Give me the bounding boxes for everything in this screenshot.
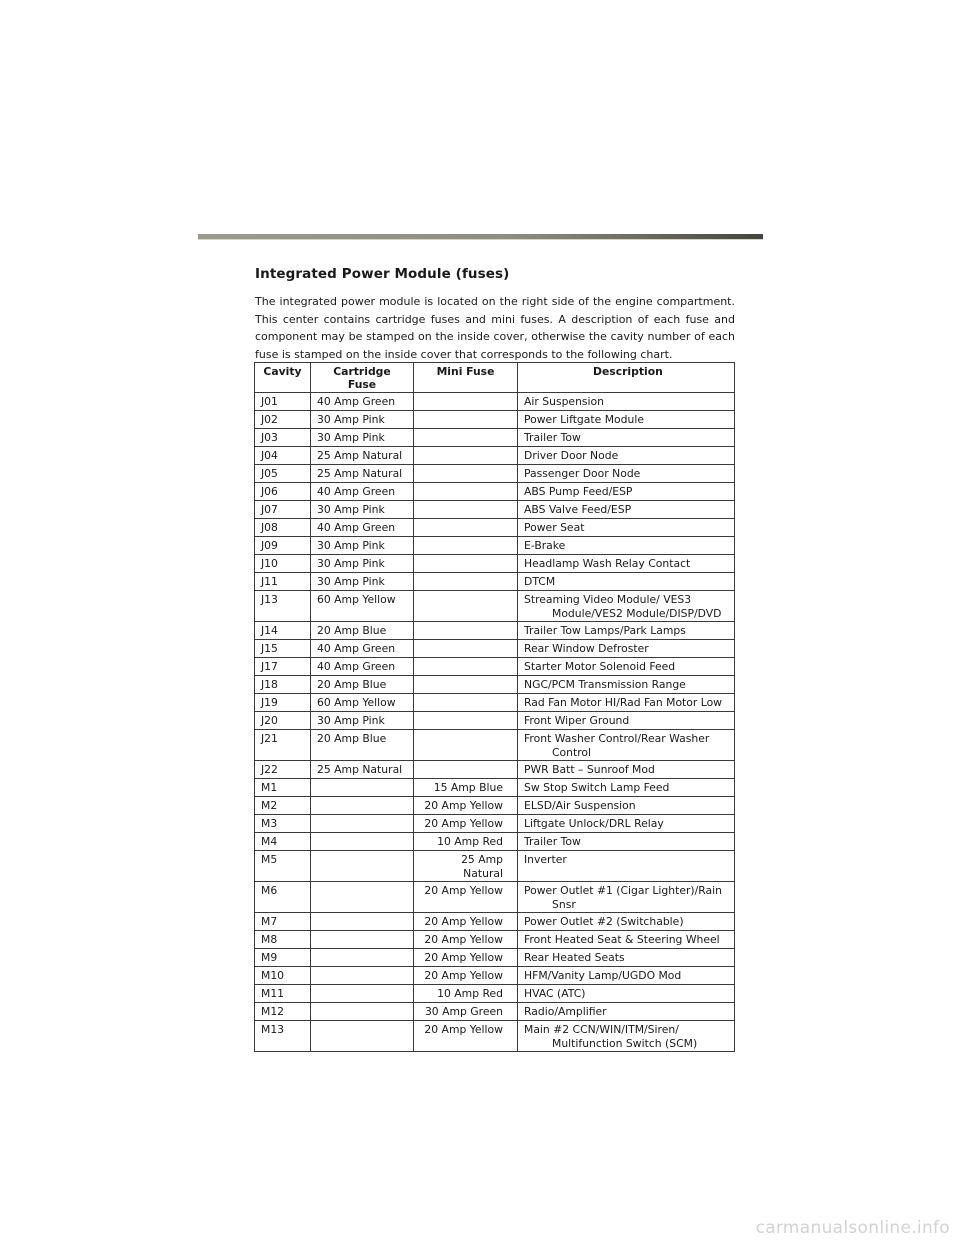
- cell-cartridge-fuse: [311, 931, 414, 949]
- cell-mini-fuse: [414, 465, 518, 483]
- cell-description: [518, 555, 735, 573]
- header-mini-fuse: Mini Fuse: [414, 363, 518, 393]
- description-line: Sw Stop Switch Lamp Feed: [524, 781, 670, 794]
- description-line: HFM/Vanity Lamp/UGDO Mod: [524, 969, 682, 982]
- cell-description: [518, 1003, 735, 1021]
- cell-description: [518, 411, 735, 429]
- cell-mini-fuse: 20 Amp Yellow: [414, 882, 518, 913]
- table-row: [255, 622, 735, 640]
- cell-mini-fuse: 10 Amp Red: [414, 833, 518, 851]
- cell-mini-fuse: [414, 640, 518, 658]
- description-line: Rad Fan Motor HI/Rad Fan Motor Low: [524, 696, 723, 709]
- cell-mini-fuse: 20 Amp Yellow: [414, 1021, 518, 1052]
- cell-description: [518, 985, 735, 1003]
- cell-mini-fuse: [414, 761, 518, 779]
- section-title: Integrated Power Module (fuses): [255, 266, 510, 282]
- cell-cavity: J03: [255, 429, 311, 447]
- description-continuation: Module/VES2 Module/DISP/DVD: [552, 606, 722, 620]
- description-line: Starter Motor Solenoid Feed: [524, 660, 676, 673]
- cell-cavity: M13: [255, 1021, 311, 1052]
- cell-description: [518, 1021, 735, 1052]
- description-line: Power Seat: [524, 521, 585, 534]
- cell-description: [518, 591, 735, 622]
- cell-cartridge-fuse: 40 Amp Green: [311, 658, 414, 676]
- table-row: [255, 658, 735, 676]
- cell-cartridge-fuse: 20 Amp Blue: [311, 730, 414, 761]
- cell-description: [518, 483, 735, 501]
- cell-description: [518, 393, 735, 411]
- description-line: Front Wiper Ground: [524, 714, 630, 727]
- table-row: [255, 573, 735, 591]
- cell-mini-fuse: [414, 411, 518, 429]
- table-row: [255, 761, 735, 779]
- table-row: [255, 851, 735, 882]
- cell-cavity: J07: [255, 501, 311, 519]
- table-row: [255, 779, 735, 797]
- intro-paragraph: The integrated power module is located on the right side of the engine compartment. This center contains cartridge fuses and mini fuses. A description of each fuse and component may be stamped on the inside cover, otherwise the cavity number of each fuse is stamped on the inside cover that corresponds to the following chart.: [255, 295, 735, 361]
- cell-mini-fuse: [414, 501, 518, 519]
- cell-description: [518, 882, 735, 913]
- cell-cavity: M9: [255, 949, 311, 967]
- cell-description: [518, 730, 735, 761]
- fuse-table-body: [255, 393, 735, 1052]
- table-row: [255, 447, 735, 465]
- cell-mini-fuse: [414, 573, 518, 591]
- cell-cavity: J05: [255, 465, 311, 483]
- description-continuation: Control: [552, 745, 592, 759]
- cell-cavity: J04: [255, 447, 311, 465]
- table-row: [255, 797, 735, 815]
- cell-cartridge-fuse: 20 Amp Blue: [311, 676, 414, 694]
- cell-cartridge-fuse: 25 Amp Natural: [311, 447, 414, 465]
- cell-description: [518, 519, 735, 537]
- cell-description: [518, 447, 735, 465]
- cell-cartridge-fuse: 30 Amp Pink: [311, 555, 414, 573]
- cell-cavity: J18: [255, 676, 311, 694]
- cell-cartridge-fuse: [311, 967, 414, 985]
- cell-mini-fuse: [414, 658, 518, 676]
- description-line: DTCM: [524, 575, 556, 588]
- header-cartridge-line1: Cartridge: [333, 365, 391, 378]
- cell-mini-fuse: [414, 429, 518, 447]
- cell-description: [518, 761, 735, 779]
- cell-mini-fuse: [414, 694, 518, 712]
- cell-description: [518, 694, 735, 712]
- cell-cavity: M10: [255, 967, 311, 985]
- cell-cavity: M4: [255, 833, 311, 851]
- description-continuation: Multifunction Switch (SCM): [552, 1036, 698, 1050]
- table-row: [255, 815, 735, 833]
- description-line: Liftgate Unlock/DRL Relay: [524, 817, 664, 830]
- header-cartridge-line2: Fuse: [347, 378, 377, 391]
- cell-cartridge-fuse: [311, 913, 414, 931]
- cell-description: [518, 851, 735, 882]
- cell-description: [518, 913, 735, 931]
- description-line: Driver Door Node: [524, 449, 619, 462]
- cell-mini-fuse: 25 Amp Natural: [414, 851, 518, 882]
- cell-cartridge-fuse: 30 Amp Pink: [311, 411, 414, 429]
- cell-cartridge-fuse: 25 Amp Natural: [311, 465, 414, 483]
- cell-cartridge-fuse: [311, 1003, 414, 1021]
- table-row: [255, 882, 735, 913]
- description-line: Trailer Tow Lamps/Park Lamps: [524, 624, 686, 637]
- description-line: Rear Window Defroster: [524, 642, 649, 655]
- cell-cavity: M3: [255, 815, 311, 833]
- table-row: [255, 591, 735, 622]
- cell-mini-fuse: 10 Amp Red: [414, 985, 518, 1003]
- cell-cartridge-fuse: [311, 985, 414, 1003]
- description-line: Inverter: [524, 853, 567, 866]
- description-line: Front Heated Seat & Steering Wheel: [524, 933, 720, 946]
- cell-description: [518, 712, 735, 730]
- description-line: ABS Pump Feed/ESP: [524, 485, 633, 498]
- description-line: Power Outlet #1 (Cigar Lighter)/Rain: [524, 884, 722, 897]
- cell-description: [518, 833, 735, 851]
- cell-cartridge-fuse: [311, 1021, 414, 1052]
- table-row: [255, 694, 735, 712]
- cell-mini-fuse: [414, 591, 518, 622]
- cell-cavity: J15: [255, 640, 311, 658]
- cell-cartridge-fuse: 30 Amp Pink: [311, 429, 414, 447]
- cell-cartridge-fuse: 30 Amp Pink: [311, 712, 414, 730]
- cell-mini-fuse: [414, 447, 518, 465]
- cell-description: [518, 967, 735, 985]
- description-line: ABS Valve Feed/ESP: [524, 503, 632, 516]
- header-description: Description: [518, 363, 735, 393]
- description-line: Trailer Tow: [524, 835, 581, 848]
- cell-cavity: M8: [255, 931, 311, 949]
- cell-cartridge-fuse: 40 Amp Green: [311, 640, 414, 658]
- table-row: [255, 676, 735, 694]
- table-row: [255, 555, 735, 573]
- cell-mini-fuse: [414, 730, 518, 761]
- cell-mini-fuse: 30 Amp Green: [414, 1003, 518, 1021]
- cell-cartridge-fuse: [311, 851, 414, 882]
- cell-cartridge-fuse: 60 Amp Yellow: [311, 591, 414, 622]
- cell-cartridge-fuse: 40 Amp Green: [311, 519, 414, 537]
- cell-description: [518, 815, 735, 833]
- description-line: Rear Heated Seats: [524, 951, 625, 964]
- cell-cavity: J17: [255, 658, 311, 676]
- cell-cavity: M5: [255, 851, 311, 882]
- description-line: Front Washer Control/Rear Washer: [524, 732, 710, 745]
- table-header-row: [255, 363, 735, 393]
- cell-description: [518, 640, 735, 658]
- cell-description: [518, 622, 735, 640]
- description-line: ELSD/Air Suspension: [524, 799, 636, 812]
- cell-cartridge-fuse: 25 Amp Natural: [311, 761, 414, 779]
- cell-description: [518, 658, 735, 676]
- cell-mini-fuse: 20 Amp Yellow: [414, 949, 518, 967]
- table-row: [255, 931, 735, 949]
- cell-cavity: J21: [255, 730, 311, 761]
- table-row: [255, 393, 735, 411]
- cell-cartridge-fuse: 20 Amp Blue: [311, 622, 414, 640]
- table-row: [255, 949, 735, 967]
- table-row: [255, 833, 735, 851]
- cell-cavity: J01: [255, 393, 311, 411]
- table-row: [255, 640, 735, 658]
- cell-cavity: M2: [255, 797, 311, 815]
- header-cavity: Cavity: [255, 363, 311, 393]
- cell-mini-fuse: 20 Amp Yellow: [414, 931, 518, 949]
- table-row: [255, 429, 735, 447]
- table-row: [255, 519, 735, 537]
- table-row: [255, 1021, 735, 1052]
- header-rule: [198, 234, 763, 239]
- cell-cartridge-fuse: 40 Amp Green: [311, 483, 414, 501]
- description-line: Headlamp Wash Relay Contact: [524, 557, 691, 570]
- cell-cavity: J14: [255, 622, 311, 640]
- description-line: Streaming Video Module/ VES3: [524, 593, 692, 606]
- cell-cartridge-fuse: 30 Amp Pink: [311, 537, 414, 555]
- cell-mini-fuse: [414, 712, 518, 730]
- cell-mini-fuse: 20 Amp Yellow: [414, 913, 518, 931]
- cell-cavity: J08: [255, 519, 311, 537]
- cell-description: [518, 779, 735, 797]
- fuse-table: [254, 362, 735, 1052]
- table-row: [255, 411, 735, 429]
- cell-cavity: M12: [255, 1003, 311, 1021]
- table-row: [255, 730, 735, 761]
- cell-mini-fuse: 20 Amp Yellow: [414, 967, 518, 985]
- cell-cartridge-fuse: 30 Amp Pink: [311, 573, 414, 591]
- cell-mini-fuse: [414, 483, 518, 501]
- description-line: Power Liftgate Module: [524, 413, 644, 426]
- cell-cavity: J13: [255, 591, 311, 622]
- cell-mini-fuse: [414, 537, 518, 555]
- table-row: [255, 465, 735, 483]
- cell-mini-fuse: [414, 676, 518, 694]
- cell-cavity: M1: [255, 779, 311, 797]
- cell-mini-fuse: [414, 393, 518, 411]
- table-row: [255, 1003, 735, 1021]
- cell-cartridge-fuse: [311, 779, 414, 797]
- description-line: E-Brake: [524, 539, 566, 552]
- cell-cavity: J09: [255, 537, 311, 555]
- cell-cavity: M11: [255, 985, 311, 1003]
- cell-description: [518, 537, 735, 555]
- cell-mini-fuse: 20 Amp Yellow: [414, 815, 518, 833]
- cell-description: [518, 676, 735, 694]
- cell-cartridge-fuse: 60 Amp Yellow: [311, 694, 414, 712]
- cell-description: [518, 931, 735, 949]
- watermark: carmanualsonline.info: [755, 1218, 950, 1238]
- cell-description: [518, 501, 735, 519]
- cell-mini-fuse: [414, 519, 518, 537]
- cell-cavity: M6: [255, 882, 311, 913]
- cell-cavity: M7: [255, 913, 311, 931]
- cell-mini-fuse: [414, 555, 518, 573]
- cell-cavity: J19: [255, 694, 311, 712]
- cell-mini-fuse: 20 Amp Yellow: [414, 797, 518, 815]
- description-line: Power Outlet #2 (Switchable): [524, 915, 684, 928]
- cell-description: [518, 465, 735, 483]
- description-continuation: Snsr: [552, 897, 576, 911]
- description-line: Main #2 CCN/WIN/ITM/Siren/: [524, 1023, 679, 1036]
- description-line: Passenger Door Node: [524, 467, 641, 480]
- cell-cartridge-fuse: 30 Amp Pink: [311, 501, 414, 519]
- table-row: [255, 483, 735, 501]
- description-line: Trailer Tow: [524, 431, 581, 444]
- description-line: NGC/PCM Transmission Range: [524, 678, 686, 691]
- table-row: [255, 501, 735, 519]
- cell-cavity: J10: [255, 555, 311, 573]
- cell-description: [518, 429, 735, 447]
- cell-cavity: J06: [255, 483, 311, 501]
- cell-cartridge-fuse: [311, 815, 414, 833]
- cell-cavity: J20: [255, 712, 311, 730]
- description-line: HVAC (ATC): [524, 987, 586, 1000]
- cell-mini-fuse: [414, 622, 518, 640]
- cell-description: [518, 949, 735, 967]
- cell-description: [518, 573, 735, 591]
- cell-mini-fuse: 15 Amp Blue: [414, 779, 518, 797]
- cell-cartridge-fuse: [311, 797, 414, 815]
- cell-cartridge-fuse: [311, 882, 414, 913]
- cell-description: [518, 797, 735, 815]
- table-row: [255, 985, 735, 1003]
- cell-cartridge-fuse: [311, 949, 414, 967]
- description-line: Air Suspension: [524, 395, 604, 408]
- table-row: [255, 913, 735, 931]
- cell-cartridge-fuse: 40 Amp Green: [311, 393, 414, 411]
- cell-cavity: J02: [255, 411, 311, 429]
- header-cartridge-fuse: [311, 363, 414, 393]
- table-row: [255, 712, 735, 730]
- cell-cavity: J22: [255, 761, 311, 779]
- table-row: [255, 537, 735, 555]
- cell-cartridge-fuse: [311, 833, 414, 851]
- description-line: PWR Batt – Sunroof Mod: [524, 763, 655, 776]
- cell-cavity: J11: [255, 573, 311, 591]
- table-row: [255, 967, 735, 985]
- description-line: Radio/Amplifier: [524, 1005, 607, 1018]
